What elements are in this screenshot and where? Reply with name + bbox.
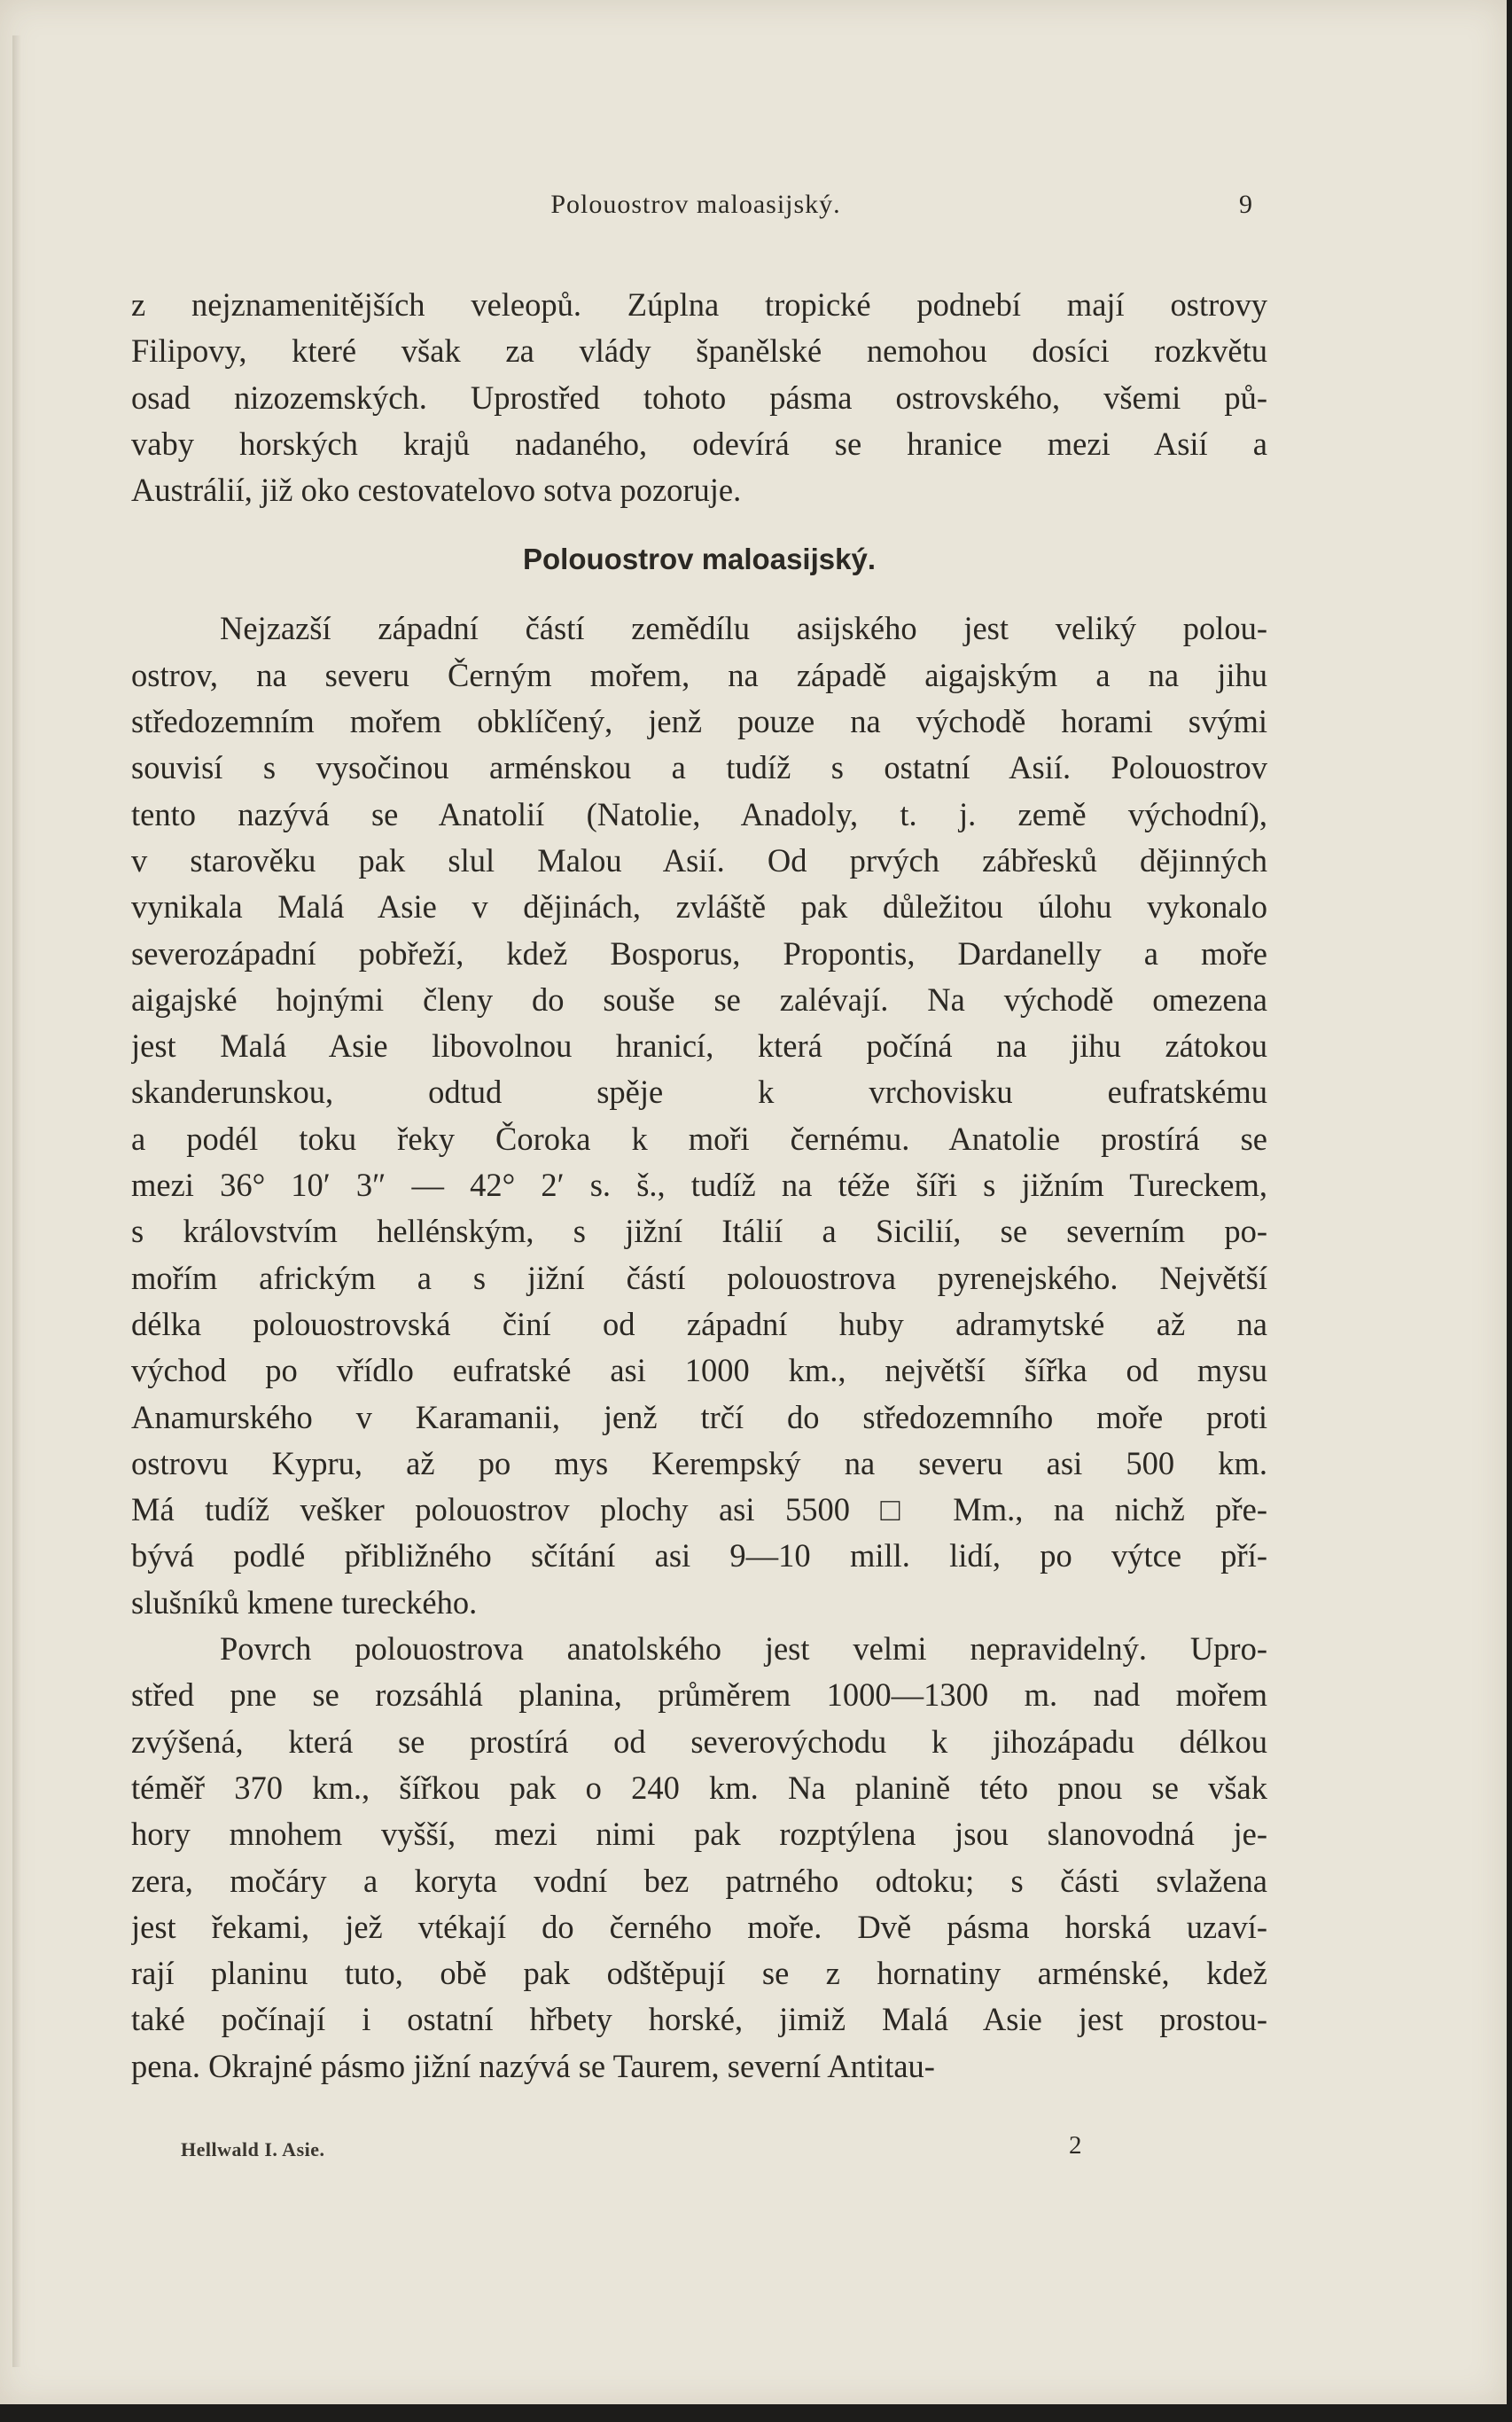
text-line: střed pne se rozsáhlá planina, průměrem 1000—1300 m. nad mořem bbox=[131, 1676, 1267, 1714]
section-heading: Polouostrov maloasijský. bbox=[523, 543, 876, 576]
text-line: z nejznamenitějších veleopů. Zúplna tropické podnebí mají ostrovy bbox=[131, 286, 1267, 323]
text-line: v starověku pak slul Malou Asií. Od prvých zábřesků dějinných bbox=[131, 841, 1267, 879]
text-line: Filipovy, které však za vlády španělské nemohou dosíci rozkvětu bbox=[131, 332, 1267, 370]
text-line: aigajské hojnými členy do souše se zalévají. Na východě omezena bbox=[131, 981, 1267, 1018]
text-line: téměř 370 km., šířkou pak o 240 km. Na planině této pnou se však bbox=[131, 1769, 1267, 1806]
text-line: vaby horských krajů nadaného, odevírá se hranice mezi Asií a bbox=[131, 425, 1267, 462]
text-line: rají planinu tuto, obě pak odštěpují se z hornatiny arménské, kdež bbox=[131, 1955, 1267, 1992]
text-line: skanderunskou, odtud spěje k vrchovisku eufratskému bbox=[131, 1074, 1267, 1111]
paragraph-1 bbox=[131, 282, 1267, 513]
text-line: zvýšená, která se prostírá od severovýchodu k jihozápadu délkou bbox=[131, 1723, 1267, 1760]
text-line: mořím africkým a s jižní částí polouostrova pyrenejského. Největší bbox=[131, 1259, 1267, 1296]
text-line: ostrov, na severu Černým mořem, na západě aigajským a na jihu bbox=[131, 656, 1267, 693]
text-line: Austrálií, již oko cestovatelovo sotva pozoruje. bbox=[131, 472, 742, 509]
text-line: zera, močáry a koryta vodní bez patrného odtoku; s části svlažena bbox=[131, 1862, 1267, 1899]
text-line: souvisí s vysočinou arménskou a tudíž s ostatní Asií. Polouostrov bbox=[131, 749, 1267, 786]
footer-sheet-number: 2 bbox=[1069, 2131, 1082, 2160]
text-line: tento nazývá se Anatolií (Natolie, Anadoly, t. j. země východní), bbox=[131, 795, 1267, 832]
text-line: pena. Okrajné pásmo jižní nazývá se Taurem, severní Antitau- bbox=[131, 2047, 935, 2084]
text-line: severozápadní pobřeží, kdež Bosporus, Propontis, Dardanelly a moře bbox=[131, 934, 1267, 972]
text-line: jest řekami, jež vtékají do černého moře. Dvě pásma horská uzaví- bbox=[131, 1908, 1267, 1945]
text-line: s královstvím hellénským, s jižní Itálií a Sicilií, se severním po- bbox=[131, 1213, 1267, 1250]
text-line: hory mnohem vyšší, mezi nimi pak rozptýlena jsou slanovodná je- bbox=[131, 1816, 1267, 1853]
text-line: osad nizozemských. Uprostřed tohoto pásma ostrovského, všemi pů- bbox=[131, 379, 1267, 416]
text-line: také počínají i ostatní hřbety horské, jimiž Malá Asie jest prostou- bbox=[131, 2001, 1267, 2038]
text-line: slušníků kmene tureckého. bbox=[131, 1583, 478, 1621]
paragraph-3 bbox=[131, 1626, 1267, 2090]
running-head: Polouostrov maloasijský. bbox=[550, 190, 841, 219]
text-line: Nejzazší západní částí zemědílu asijského jest veliký polou- bbox=[220, 610, 1267, 647]
paragraph-2 bbox=[131, 606, 1267, 1626]
footer-signature: Hellwald I. Asie. bbox=[181, 2138, 325, 2160]
page-gutter-shadow bbox=[12, 35, 21, 2367]
text-line: mezi 36° 10′ 3″ — 42° 2′ s. š., tudíž na téže šíři s jižním Tureckem, bbox=[131, 1167, 1267, 1204]
text-line: středozemním mořem obklíčený, jenž pouze na východě horami svými bbox=[131, 703, 1267, 740]
page-header bbox=[0, 190, 1507, 225]
text-line: délka polouostrovská činí od západní huby adramytské až na bbox=[131, 1305, 1267, 1342]
text-line: ostrovu Kypru, až po mys Kerempský na severu asi 500 km. bbox=[131, 1444, 1267, 1481]
text-line: jest Malá Asie libovolnou hranicí, která počíná na jihu zátokou bbox=[131, 1027, 1267, 1065]
text-line: východ po vřídlo eufratské asi 1000 km., největší šířka od mysu bbox=[131, 1352, 1267, 1389]
text-line: vynikala Malá Asie v dějinách, zvláště pak důležitou úlohu vykonalo bbox=[131, 888, 1267, 926]
body-text bbox=[131, 282, 1267, 2090]
text-line: Má tudíž vešker polouostrov plochy asi 5500 □ Mm., na nichž pře- bbox=[131, 1491, 1267, 1528]
text-line: Anamurského v Karamanii, jenž trčí do středozemního moře proti bbox=[131, 1398, 1267, 1435]
text-line: a podél toku řeky Čoroka k moři černému. Anatolie prostírá se bbox=[131, 1120, 1267, 1157]
text-line: Povrch polouostrova anatolského jest velmi nepravidelný. Upro- bbox=[220, 1630, 1267, 1668]
page-number: 9 bbox=[1239, 190, 1252, 219]
text-line: bývá podlé přibližného sčítání asi 9—10 mill. lidí, po výtce pří- bbox=[131, 1537, 1267, 1574]
